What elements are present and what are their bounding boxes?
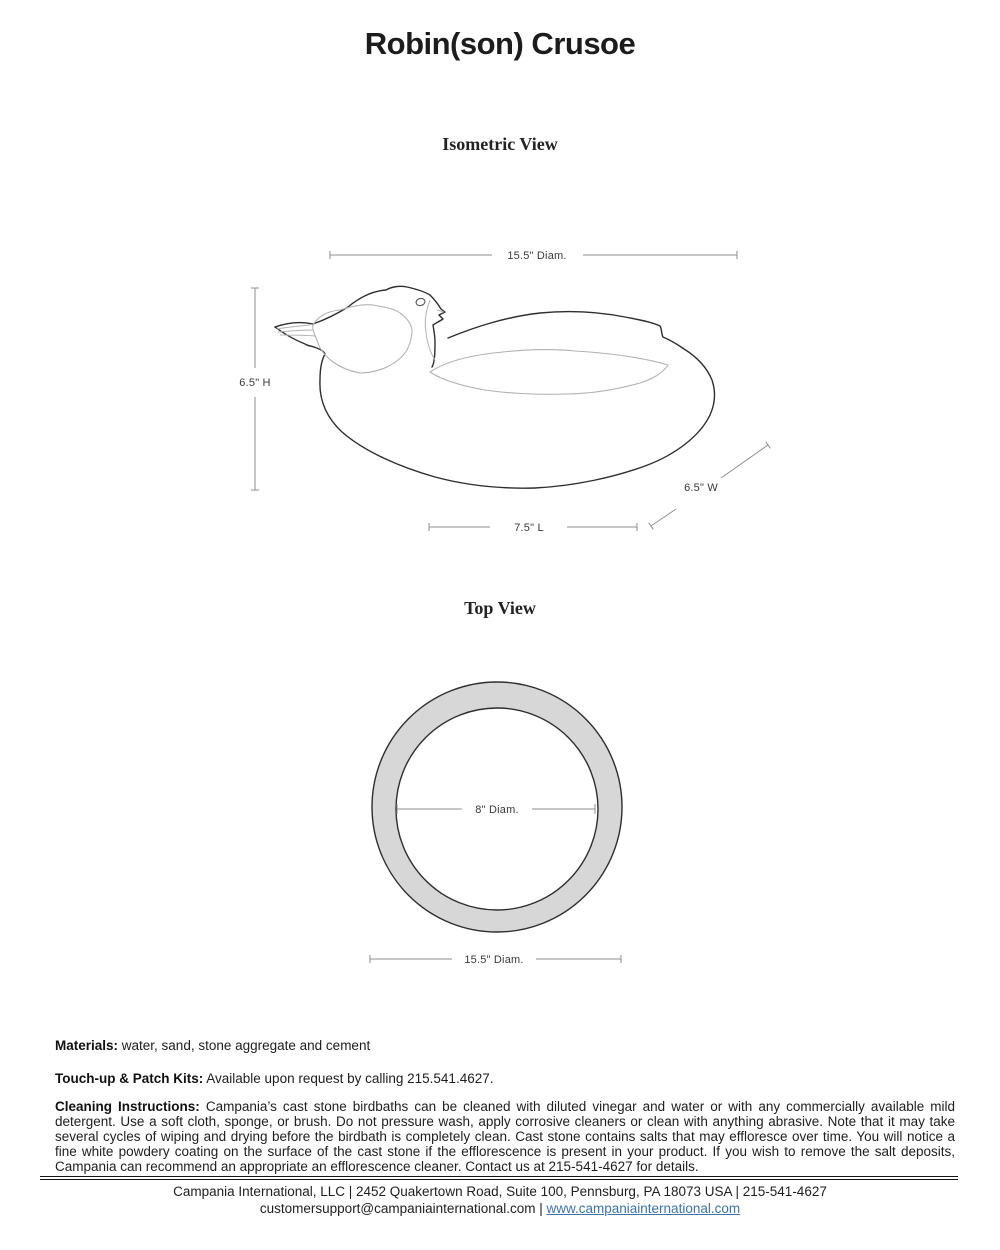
materials-label: Materials: (55, 1037, 119, 1053)
website-link[interactable]: www.campaniainternational.com (546, 1200, 741, 1216)
footer (0, 1184, 1000, 1217)
dim-label-diam: 15.5" Diam. (507, 250, 567, 262)
footer-separator: | (535, 1200, 547, 1216)
top-view-heading: Top View (464, 598, 536, 618)
dim-label-height: 6.5" H (239, 377, 271, 389)
birdbath-top-view-drawing (350, 620, 650, 990)
materials-text: water, sand, stone aggregate and cement (118, 1037, 371, 1053)
dim-label-inner-diam: 8" Diam. (475, 804, 519, 816)
cleaning-label: Cleaning Instructions: (55, 1098, 200, 1114)
dim-label-outer-diam: 15.5" Diam. (464, 954, 524, 966)
cleaning-text: Campania’s cast stone birdbaths can be cleaned with diluted vinegar and water or with any commercially available mild detergent. Use a soft cloth, sponge, or brush. Do not pressure wash, apply corrosive cleaners or clean with anything abrasive. Note that it may take several cycles of wiping and drying before the birdbath is completely clean. Cast stone contains salts that may effloresce over time. You will notice a fine white powdery coating on the surface of the cast stone if the efflorescence is present in your product. If you wish to remove the salt deposits, Campania can recommend an appropriate an efflorescence cleaner. Contact us at 215-541-4627 for details. (55, 1098, 955, 1175)
footer-divider (40, 1176, 958, 1180)
birdbath-isometric-drawing (230, 240, 790, 540)
footer-email: customersupport@campaniainternational.com (259, 1200, 536, 1216)
touchup-label: Touch-up & Patch Kits: (55, 1070, 204, 1086)
materials-line (55, 1038, 955, 1053)
isometric-view-heading: Isometric View (442, 134, 558, 154)
page-title: Robin(son) Crusoe (364, 26, 636, 61)
touchup-line (55, 1071, 955, 1086)
cleaning-instructions (55, 1099, 955, 1175)
footer-contact-line (0, 1201, 1000, 1218)
footer-address-line: Campania International, LLC | 2452 Quakertown Road, Suite 100, Pennsburg, PA 18073 USA | 215-541-4627 (173, 1184, 827, 1199)
dim-label-length: 7.5" L (514, 522, 544, 534)
dim-label-width: 6.5" W (684, 482, 718, 494)
touchup-text: Available upon request by calling 215.541.4627. (203, 1070, 494, 1086)
